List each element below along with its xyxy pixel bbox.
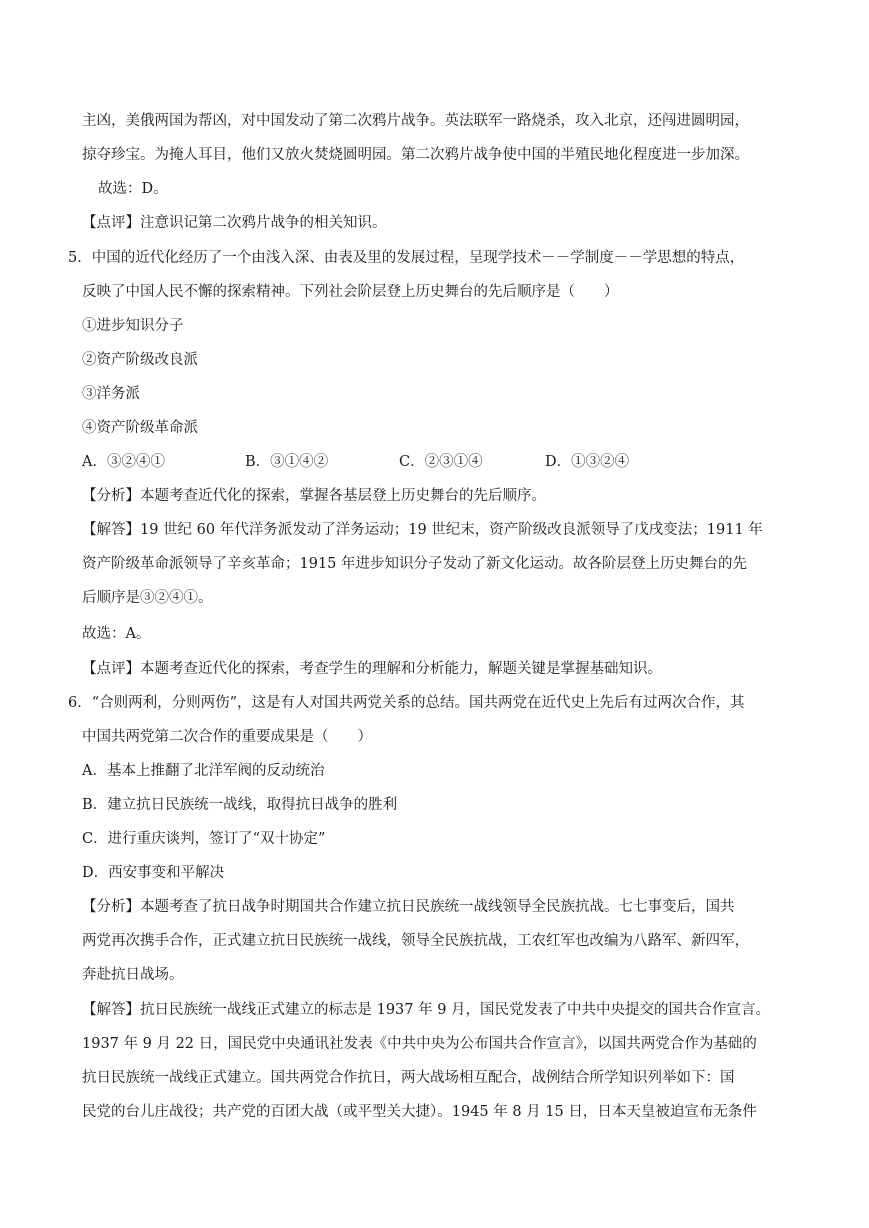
option-c: C．进行重庆谈判，签订了“双十协定” [82, 831, 326, 847]
answer-line: 故选：A。 [82, 626, 151, 642]
option-a: A．基本上推翻了北洋军阀的反动统治 [82, 763, 325, 779]
comment-line: 【点评】注意识记第二次鸦片战争的相关知识。 [82, 215, 387, 231]
analysis-line: 奔赴抗日战场。 [82, 967, 184, 983]
question-5-stem: 反映了中国人民不懈的探索精神。下列社会阶层登上历史舞台的先后顺序是（ ） [82, 284, 619, 300]
solution-line: 资产阶级革命派领导了辛亥革命；1915 年进步知识分子发动了新文化运动。故各阶层登上历史舞台的先 [82, 556, 748, 572]
paragraph-line: 主凶，美俄两国为帮凶，对中国发动了第二次鸦片战争。英法联军一路烧杀，攻入北京，还闯进圆明园， [82, 113, 749, 129]
solution-line: 民党的台儿庄战役；共产党的百团大战（或平型关大捷）。1945 年 8 月 15 日，日本天皇被迫宣布无条件 [82, 1104, 757, 1120]
answer-line: 故选：D。 [98, 181, 168, 197]
comment-line: 【点评】本题考查近代化的探索，考查学生的理解和分析能力，解题关键是掌握基础知识。 [82, 661, 662, 677]
solution-line: 后顺序是③②④①。 [82, 590, 213, 606]
question-6-stem: 6．“合则两利，分则两伤”，这是有人对国共两党关系的总结。国共两党在近代史上先后有过两次合作，其 [68, 695, 745, 711]
question-6-stem: 中国共两党第二次合作的重要成果是（ ） [82, 729, 372, 745]
paragraph-line: 掠夺珍宝。为掩人耳目，他们又放火焚烧圆明园。第二次鸦片战争使中国的半殖民地化程度进一步加深。 [82, 147, 749, 163]
analysis-line: 【分析】本题考查近代化的探索，掌握各基层登上历史舞台的先后顺序。 [82, 488, 546, 504]
analysis-line: 两党再次携手合作，正式建立抗日民族统一战线，领导全民族抗战，工农红军也改编为八路军、新四军， [82, 933, 749, 949]
solution-line: 【解答】抗日民族统一战线正式建立的标志是 1937 年 9 月，国民党发表了中共中央提交的国共合作宣言。 [82, 1002, 771, 1018]
option-c: C．②③①④ [399, 454, 483, 470]
question-5-stem: 5．中国的近代化经历了一个由浅入深、由表及里的发展过程，呈现学技术－－学制度－－学思想的特点， [68, 250, 745, 266]
solution-line: 1937 年 9 月 22 日，国民党中央通讯社发表《中共中央为公布国共合作宣言》，以国共两党合作为基础的 [82, 1036, 757, 1052]
solution-line: 【解答】19 世纪 60 年代洋务派发动了洋务运动；19 世纪末，资产阶级改良派领导了戊戌变法；1911 年 [82, 522, 763, 538]
question-5-item: ④资产阶级革命派 [82, 420, 198, 436]
question-5-item: ①进步知识分子 [82, 318, 184, 334]
option-a: A．③②④① [82, 454, 165, 470]
solution-line: 抗日民族统一战线正式建立。国共两党合作抗日，两大战场相互配合，战例结合所学知识列举如下：国 [82, 1070, 735, 1086]
option-b: B．建立抗日民族统一战线，取得抗日战争的胜利 [82, 797, 398, 813]
option-d: D．①③②④ [545, 454, 630, 470]
analysis-line: 【分析】本题考查了抗日战争时期国共合作建立抗日民族统一战线领导全民族抗战。七七事变后，国共 [82, 899, 735, 915]
option-d: D．西安事变和平解决 [82, 865, 225, 881]
option-b: B．③①④② [245, 454, 329, 470]
question-5-item: ②资产阶级改良派 [82, 352, 198, 368]
question-5-item: ③洋务派 [82, 386, 140, 402]
